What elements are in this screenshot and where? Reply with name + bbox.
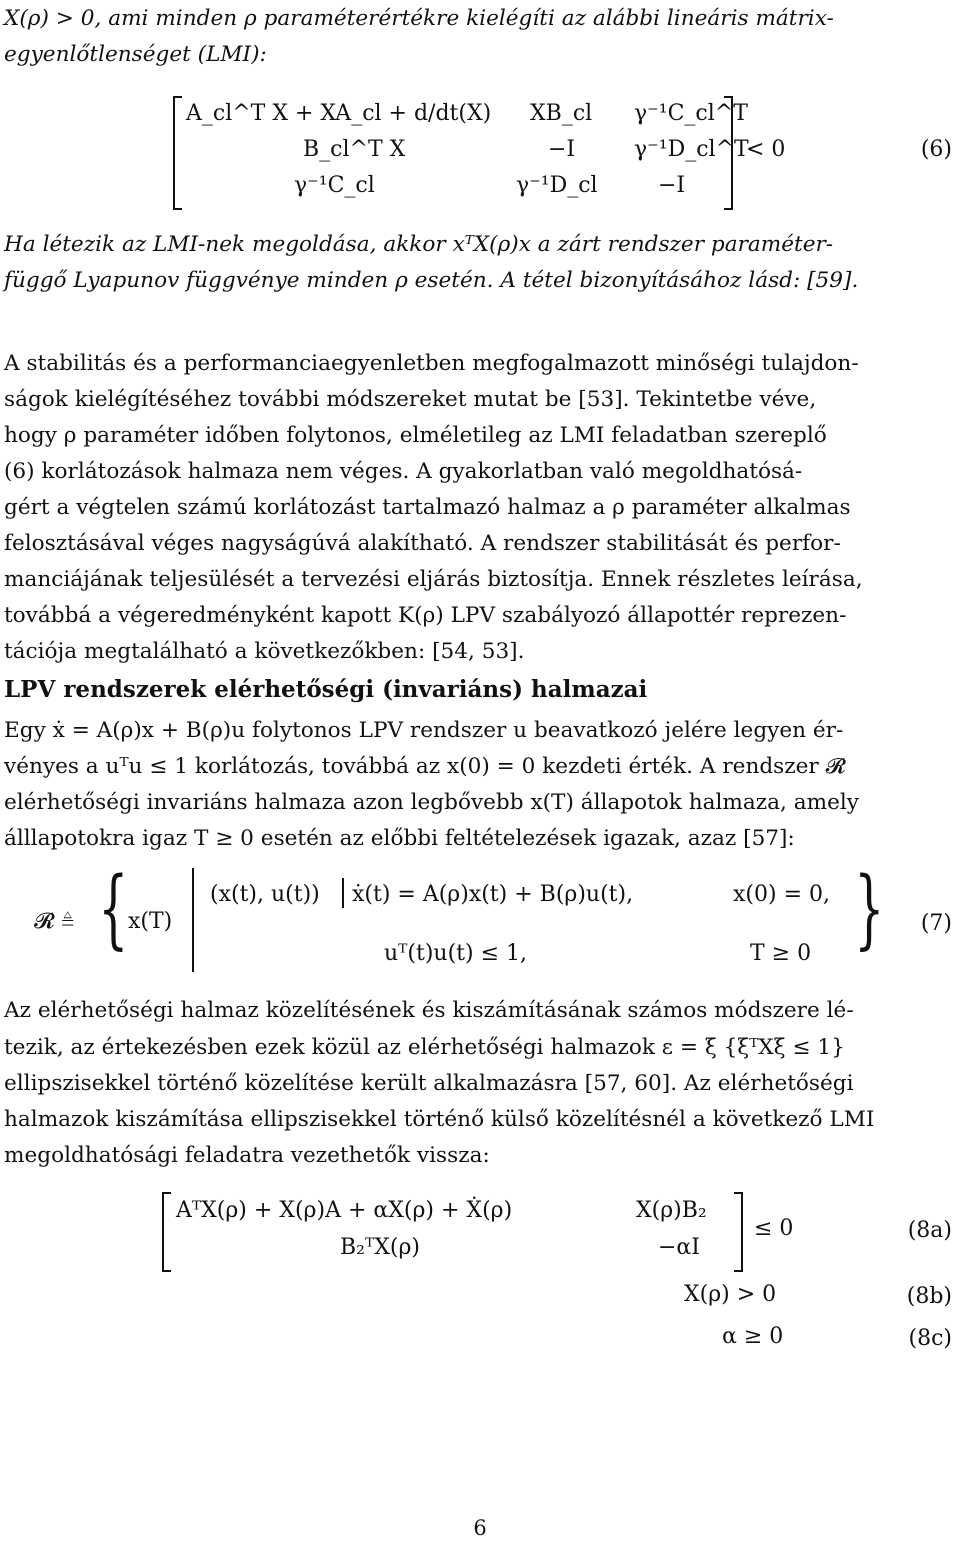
equation-number: (8c) <box>908 1326 952 1351</box>
text-line: álllapotokra igaz T ≥ 0 esetén az előbbi feltételezések igazak, azaz [57]: <box>4 826 795 851</box>
equation-number: (8b) <box>906 1284 952 1309</box>
text-line: megoldhatósági feladatra vezethetők vissza: <box>4 1143 490 1168</box>
matrix-cell: γ⁻¹C_cl^T <box>634 101 748 126</box>
set-condition: ẋ(t) = A(ρ)x(t) + B(ρ)u(t), <box>352 882 634 907</box>
matrix-cell: B_cl^T X <box>303 137 406 162</box>
set-condition: x(0) = 0, <box>733 882 830 907</box>
equation-rhs: < 0 <box>746 137 786 162</box>
set-condition: T ≥ 0 <box>750 941 812 966</box>
text-line: továbbá a végeredményként kapott K(ρ) LPV szabályozó állapottér reprezen- <box>4 603 847 628</box>
matrix-right-bracket <box>724 96 733 210</box>
right-brace: } <box>854 859 885 959</box>
text-line: hogy ρ paraméter időben folytonos, elméletileg az LMI feladatban szereplő <box>4 423 827 448</box>
text-line: ellipszisekkel történő közelítése került alkalmazásra [57, 60]. Az elérhetőségi <box>4 1071 854 1096</box>
text-line: (6) korlátozások halmaza nem véges. A gyakorlatban való megoldhatósá- <box>4 459 803 484</box>
equation-8c: α ≥ 0 <box>722 1324 784 1349</box>
theorem-line: Ha létezik az LMI-nek megoldása, akkor xᵀX(ρ)x a zárt rendszer paraméter- <box>4 232 834 257</box>
matrix-cell: AᵀX(ρ) + X(ρ)A + αX(ρ) + Ẋ(ρ) <box>176 1198 513 1223</box>
equation-number: (7) <box>920 911 952 936</box>
text-line: tációja megtalálható a következőkben: [54, 53]. <box>4 639 525 664</box>
set-divider <box>192 868 194 972</box>
text-line: A stabilitás és a performanciaegyenletben megfogalmazott minőségi tulajdon- <box>4 351 859 376</box>
equation-number: (6) <box>920 137 952 162</box>
page-number: 6 <box>473 1516 487 1540</box>
matrix-cell: −I <box>658 173 686 198</box>
set-variable: x(T) <box>128 909 173 934</box>
text-line: tezik, az értekezésben ezek közül az elérhetőségi halmazok ε = ξ {ξᵀXξ ≤ 1} <box>4 1035 845 1060</box>
text-line: Egy ẋ = A(ρ)x + B(ρ)u folytonos LPV rendszer u beavatkozó jelére legyen ér- <box>4 718 844 743</box>
left-brace: { <box>98 859 129 959</box>
section-heading: LPV rendszerek elérhetőségi (invariáns) halmazai <box>4 676 648 703</box>
text-line: halmazok kiszámítása ellipszisekkel történő külső közelítésnél a következő LMI <box>4 1107 875 1132</box>
matrix-left-bracket <box>173 96 182 210</box>
theorem-line: függő Lyapunov függvénye minden ρ esetén. A tétel bizonyításához lásd: [59]. <box>4 268 859 293</box>
matrix-cell: γ⁻¹C_cl <box>294 173 375 198</box>
text-line: ságok kielégítéséhez további módszereket mutat be [53]. Tekintetbe véve, <box>4 387 817 412</box>
equation-8b: X(ρ) > 0 <box>684 1282 777 1307</box>
matrix-cell: γ⁻¹D_cl^T <box>634 137 749 162</box>
matrix-cell: γ⁻¹D_cl <box>516 173 598 198</box>
text-line: gért a végtelen számú korlátozást tartalmazó halmaz a ρ paraméter alkalmas <box>4 495 851 520</box>
equation-number: (8a) <box>907 1218 952 1243</box>
theorem-line: egyenlőtlenséget (LMI): <box>4 42 267 67</box>
matrix-cell: A_cl^T X + XA_cl + d/dt(X) <box>186 101 492 126</box>
equation-lhs: 𝓡 ≜ <box>34 909 74 934</box>
equation-rhs: ≤ 0 <box>754 1216 794 1241</box>
matrix-cell: X(ρ)B₂ <box>636 1198 707 1223</box>
matrix-right-bracket <box>734 1192 743 1272</box>
matrix-left-bracket <box>162 1192 171 1272</box>
text-line: elérhetőségi invariáns halmaza azon legbővebb x(T) állapotok halmaza, amely <box>4 790 859 815</box>
set-condition: (x(t), u(t)) <box>210 882 320 907</box>
matrix-cell: −I <box>548 137 576 162</box>
text-line: Az elérhetőségi halmaz közelítésének és kiszámításának számos módszere lé- <box>4 998 854 1023</box>
text-line: vényes a uᵀu ≤ 1 korlátozás, továbbá az x(0) = 0 kezdeti érték. A rendszer 𝓡 <box>4 754 846 779</box>
set-condition: uᵀ(t)u(t) ≤ 1, <box>384 941 527 966</box>
theorem-line: X(ρ) > 0, ami minden ρ paraméterértékre kielégíti az alábbi lineáris mátrix- <box>4 6 834 31</box>
matrix-cell: XB_cl <box>530 101 593 126</box>
condition-bar <box>342 878 344 908</box>
matrix-cell: B₂ᵀX(ρ) <box>340 1235 420 1260</box>
text-line: felosztásával véges nagyságúvá alakítható. A rendszer stabilitását és perfor- <box>4 531 841 556</box>
matrix-cell: −αI <box>658 1235 700 1260</box>
text-line: manciájának teljesülését a tervezési eljárás biztosítja. Ennek részletes leírása, <box>4 567 863 592</box>
